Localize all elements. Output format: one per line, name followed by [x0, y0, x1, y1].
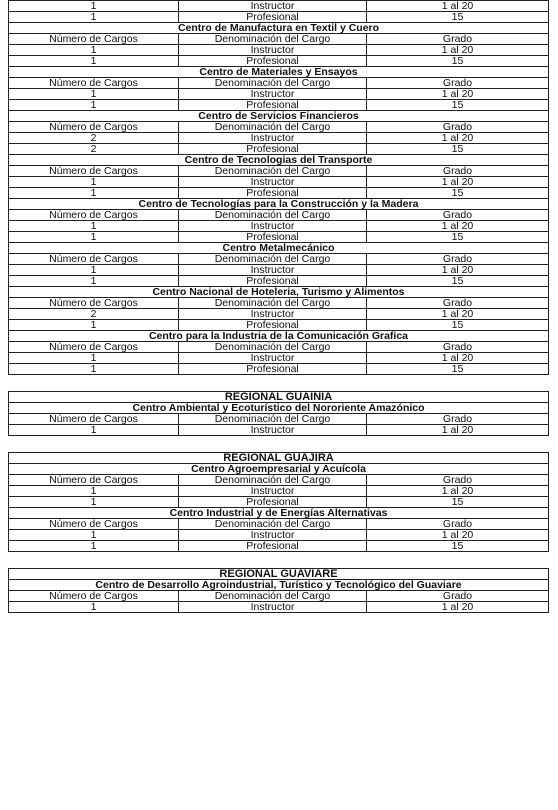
center-title: Centro para la Industria de la Comunicación Grafica — [9, 331, 549, 342]
column-header-grado: Grado — [367, 591, 549, 602]
regional-title-row — [9, 392, 549, 403]
cell-denominacion: Instructor — [179, 45, 367, 56]
column-header-numero: Número de Cargos — [9, 414, 179, 425]
cell-numero-cargos: 2 — [9, 309, 179, 320]
table-row — [9, 221, 549, 232]
table-row — [9, 100, 549, 111]
column-header-grado: Grado — [367, 34, 549, 45]
cell-denominacion: Profesional — [179, 364, 367, 375]
column-header-denominacion: Denominación del Cargo — [179, 78, 367, 89]
cell-denominacion: Instructor — [179, 309, 367, 320]
center-title: Centro Agroempresarial y Acuícola — [9, 464, 549, 475]
cell-grado: 15 — [367, 144, 549, 155]
column-header-grado: Grado — [367, 475, 549, 486]
cell-numero-cargos: 1 — [9, 232, 179, 243]
cell-denominacion: Profesional — [179, 320, 367, 331]
cell-grado: 1 al 20 — [367, 45, 549, 56]
column-header-denominacion: Denominación del Cargo — [179, 519, 367, 530]
column-header-numero: Número de Cargos — [9, 34, 179, 45]
table-row — [9, 309, 549, 320]
regional-title: REGIONAL GUAINIA — [9, 392, 549, 403]
center-title-row — [9, 111, 549, 122]
center-title: Centro Ambiental y Ecoturístico del Nororiente Amazónico — [9, 403, 549, 414]
regional-table — [8, 452, 549, 552]
center-title-row — [9, 23, 549, 34]
cell-grado: 15 — [367, 232, 549, 243]
column-header-grado: Grado — [367, 414, 549, 425]
column-header-row — [9, 34, 549, 45]
table-row — [9, 188, 549, 199]
cell-denominacion: Profesional — [179, 276, 367, 287]
column-header-numero: Número de Cargos — [9, 475, 179, 486]
table-row — [9, 276, 549, 287]
cell-grado: 1 al 20 — [367, 353, 549, 364]
cell-numero-cargos: 1 — [9, 177, 179, 188]
column-header-grado: Grado — [367, 166, 549, 177]
cell-numero-cargos: 1 — [9, 541, 179, 552]
cell-numero-cargos: 1 — [9, 276, 179, 287]
center-title: Centro Nacional de Hoteleria, Turismo y Alimentos — [9, 287, 549, 298]
cell-grado: 15 — [367, 56, 549, 67]
column-header-row — [9, 166, 549, 177]
table-row — [9, 144, 549, 155]
column-header-row — [9, 298, 549, 309]
cell-numero-cargos: 1 — [9, 364, 179, 375]
cell-grado: 15 — [367, 188, 549, 199]
cell-denominacion: Instructor — [179, 221, 367, 232]
cell-denominacion: Instructor — [179, 425, 367, 436]
column-header-grado: Grado — [367, 122, 549, 133]
cell-numero-cargos: 1 — [9, 45, 179, 56]
cell-numero-cargos: 1 — [9, 602, 179, 613]
cell-denominacion: Instructor — [179, 89, 367, 100]
column-header-grado: Grado — [367, 298, 549, 309]
column-header-numero: Número de Cargos — [9, 210, 179, 221]
regional-table — [8, 0, 549, 375]
cell-denominacion: Profesional — [179, 144, 367, 155]
regional-title: REGIONAL GUAVIARE — [9, 569, 549, 580]
cell-denominacion: Profesional — [179, 100, 367, 111]
cell-numero-cargos: 1 — [9, 497, 179, 508]
regional-table — [8, 391, 549, 436]
cell-numero-cargos: 1 — [9, 353, 179, 364]
cell-denominacion: Instructor — [179, 530, 367, 541]
cell-numero-cargos: 2 — [9, 133, 179, 144]
table-row — [9, 364, 549, 375]
cell-denominacion: Profesional — [179, 541, 367, 552]
cell-denominacion: Profesional — [179, 497, 367, 508]
table-row — [9, 265, 549, 276]
cell-grado: 15 — [367, 541, 549, 552]
column-header-numero: Número de Cargos — [9, 78, 179, 89]
center-title-row — [9, 508, 549, 519]
cell-denominacion: Instructor — [179, 177, 367, 188]
table-row — [9, 12, 549, 23]
column-header-row — [9, 78, 549, 89]
cell-grado: 15 — [367, 364, 549, 375]
cell-numero-cargos: 1 — [9, 530, 179, 541]
center-title-row — [9, 331, 549, 342]
center-title: Centro Industrial y de Energías Alternativas — [9, 508, 549, 519]
center-title: Centro de Tecnologías para la Construcción y la Madera — [9, 199, 549, 210]
cell-denominacion: Profesional — [179, 12, 367, 23]
section-gap — [0, 552, 558, 568]
cell-grado: 1 al 20 — [367, 265, 549, 276]
table-row — [9, 541, 549, 552]
table-row — [9, 177, 549, 188]
column-header-row — [9, 475, 549, 486]
cell-numero-cargos: 1 — [9, 89, 179, 100]
cell-denominacion: Instructor — [179, 602, 367, 613]
cell-grado: 15 — [367, 12, 549, 23]
column-header-numero: Número de Cargos — [9, 342, 179, 353]
center-title-row — [9, 243, 549, 254]
center-title-row — [9, 199, 549, 210]
column-header-grado: Grado — [367, 78, 549, 89]
column-header-row — [9, 210, 549, 221]
column-header-row — [9, 254, 549, 265]
center-title-row — [9, 287, 549, 298]
cell-numero-cargos: 1 — [9, 188, 179, 199]
regional-title-row — [9, 453, 549, 464]
column-header-denominacion: Denominación del Cargo — [179, 414, 367, 425]
column-header-denominacion: Denominación del Cargo — [179, 122, 367, 133]
table-row — [9, 89, 549, 100]
table-row — [9, 56, 549, 67]
regional-title: REGIONAL GUAJIRA — [9, 453, 549, 464]
column-header-row — [9, 122, 549, 133]
table-row — [9, 486, 549, 497]
column-header-denominacion: Denominación del Cargo — [179, 591, 367, 602]
table-row — [9, 425, 549, 436]
column-header-denominacion: Denominación del Cargo — [179, 210, 367, 221]
center-title-row — [9, 67, 549, 78]
table-row — [9, 232, 549, 243]
column-header-numero: Número de Cargos — [9, 254, 179, 265]
cell-numero-cargos: 1 — [9, 265, 179, 276]
table-row — [9, 602, 549, 613]
cell-grado: 1 al 20 — [367, 309, 549, 320]
center-title: Centro de Servicios Financieros — [9, 111, 549, 122]
table-row — [9, 133, 549, 144]
cell-grado: 1 al 20 — [367, 530, 549, 541]
table-row — [9, 497, 549, 508]
cell-numero-cargos: 1 — [9, 320, 179, 331]
cell-denominacion: Instructor — [179, 265, 367, 276]
column-header-grado: Grado — [367, 342, 549, 353]
center-title: Centro de Tecnologias del Transporte — [9, 155, 549, 166]
table-row — [9, 353, 549, 364]
center-title-row — [9, 464, 549, 475]
cell-grado: 1 al 20 — [367, 486, 549, 497]
cell-denominacion: Instructor — [179, 353, 367, 364]
table-row — [9, 45, 549, 56]
regional-title-row — [9, 569, 549, 580]
cell-denominacion: Instructor — [179, 133, 367, 144]
cell-grado: 1 al 20 — [367, 177, 549, 188]
cell-denominacion: Profesional — [179, 56, 367, 67]
center-title: Centro de Materiales y Ensayos — [9, 67, 549, 78]
section-gap — [0, 375, 558, 391]
cell-grado: 1 al 20 — [367, 221, 549, 232]
table-row — [9, 320, 549, 331]
cell-grado: 15 — [367, 100, 549, 111]
center-title: Centro Metalmecánico — [9, 243, 549, 254]
cell-numero-cargos: 1 — [9, 425, 179, 436]
column-header-denominacion: Denominación del Cargo — [179, 342, 367, 353]
column-header-numero: Número de Cargos — [9, 166, 179, 177]
cell-numero-cargos: 1 — [9, 1, 179, 12]
cell-denominacion: Profesional — [179, 232, 367, 243]
cell-grado: 15 — [367, 320, 549, 331]
column-header-grado: Grado — [367, 210, 549, 221]
column-header-numero: Número de Cargos — [9, 298, 179, 309]
table-row — [9, 1, 549, 12]
cell-grado: 1 al 20 — [367, 89, 549, 100]
cell-numero-cargos: 1 — [9, 100, 179, 111]
center-title-row — [9, 403, 549, 414]
cell-numero-cargos: 1 — [9, 486, 179, 497]
cell-denominacion: Instructor — [179, 1, 367, 12]
column-header-grado: Grado — [367, 519, 549, 530]
center-title-row — [9, 580, 549, 591]
center-title-row — [9, 155, 549, 166]
column-header-grado: Grado — [367, 254, 549, 265]
center-title: Centro de Manufactura en Textil y Cuero — [9, 23, 549, 34]
column-header-denominacion: Denominación del Cargo — [179, 475, 367, 486]
cell-numero-cargos: 1 — [9, 221, 179, 232]
cell-numero-cargos: 1 — [9, 56, 179, 67]
cell-denominacion: Instructor — [179, 486, 367, 497]
column-header-denominacion: Denominación del Cargo — [179, 34, 367, 45]
column-header-numero: Número de Cargos — [9, 519, 179, 530]
column-header-row — [9, 414, 549, 425]
cell-numero-cargos: 2 — [9, 144, 179, 155]
cell-grado: 1 al 20 — [367, 425, 549, 436]
cell-numero-cargos: 1 — [9, 12, 179, 23]
column-header-denominacion: Denominación del Cargo — [179, 298, 367, 309]
cell-grado: 1 al 20 — [367, 1, 549, 12]
cell-grado: 15 — [367, 497, 549, 508]
section-gap — [0, 436, 558, 452]
column-header-numero: Número de Cargos — [9, 591, 179, 602]
column-header-row — [9, 591, 549, 602]
column-header-row — [9, 519, 549, 530]
column-header-row — [9, 342, 549, 353]
cell-grado: 1 al 20 — [367, 602, 549, 613]
cell-grado: 1 al 20 — [367, 133, 549, 144]
cell-denominacion: Profesional — [179, 188, 367, 199]
column-header-denominacion: Denominación del Cargo — [179, 166, 367, 177]
column-header-denominacion: Denominación del Cargo — [179, 254, 367, 265]
cell-grado: 15 — [367, 276, 549, 287]
table-row — [9, 530, 549, 541]
regional-table — [8, 568, 549, 613]
center-title: Centro de Desarrollo Agroindustrial, Turístico y Tecnológico del Guaviare — [9, 580, 549, 591]
column-header-numero: Número de Cargos — [9, 122, 179, 133]
